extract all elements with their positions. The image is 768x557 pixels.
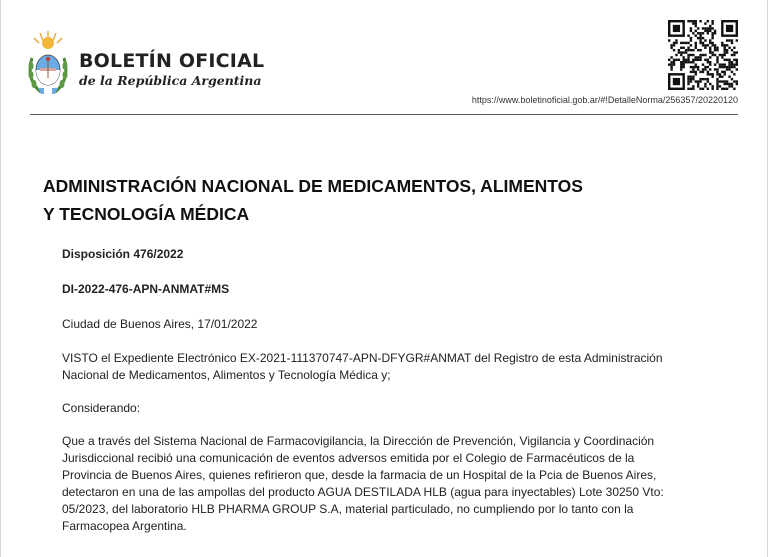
- logo-text: [79, 50, 264, 89]
- visto-line-1: VISTO el Expediente Electrónico EX-2021-111370747-APN-DFYGR#ANMAT del Registro de esta Administración: [62, 351, 663, 365]
- paragraph-line: Que a través del Sistema Nacional de Farmacovigilancia, la Dirección de Prevención, Vigilancia y Coordinación: [62, 434, 655, 448]
- paragraph-line: Provincia de Buenos Aires, quienes refirieron que, desde la farmacia de un Hospital de la Pcia de Buenos Aires,: [62, 468, 657, 482]
- document-url[interactable]: https://www.boletinoficial.gob.ar/#!DetalleNorma/256357/20220120: [471, 95, 738, 105]
- document-body: [62, 246, 702, 535]
- considerando-paragraph: [62, 433, 702, 535]
- paragraph-line: detectaron en una de las ampollas del producto AGUA DESTILADA HLB (agua para inyectables) Lote 30250 Vto:: [62, 485, 664, 499]
- document-title: [43, 172, 683, 228]
- document-code: DI-2022-476-APN-ANMAT#MS: [62, 282, 230, 296]
- qr-code-icon: [668, 20, 738, 90]
- paragraph-line: Jurisdiccional recibió una comunicación de eventos adversos emitida por el Colegio de Farmacéuticos de la: [62, 451, 635, 465]
- considerando-heading: Considerando:: [62, 401, 141, 415]
- disposicion-number: Disposición 476/2022: [62, 247, 184, 261]
- logo-subtitle: de la República Argentina: [79, 73, 262, 88]
- header: [0, 0, 768, 115]
- logo-title: BOLETÍN OFICIAL: [79, 50, 265, 72]
- title-line-1: ADMINISTRACIÓN NACIONAL DE MEDICAMENTOS, ALIMENTOS: [43, 176, 583, 196]
- title-line-2: Y TECNOLOGÍA MÉDICA: [43, 204, 250, 224]
- paragraph-line: Farmacopea Argentina.: [62, 519, 187, 533]
- argentina-coat-of-arms-icon: [26, 28, 70, 98]
- visto-line-2: Nacional de Medicamentos, Alimentos y Tecnología Médica y;: [62, 368, 391, 382]
- place-date: Ciudad de Buenos Aires, 17/01/2022: [62, 317, 258, 331]
- header-divider: [30, 114, 738, 115]
- paragraph-line: 05/2023, del laboratorio HLB PHARMA GROUP S.A, material particulado, no cumpliendo por lo tanto con la: [62, 502, 634, 516]
